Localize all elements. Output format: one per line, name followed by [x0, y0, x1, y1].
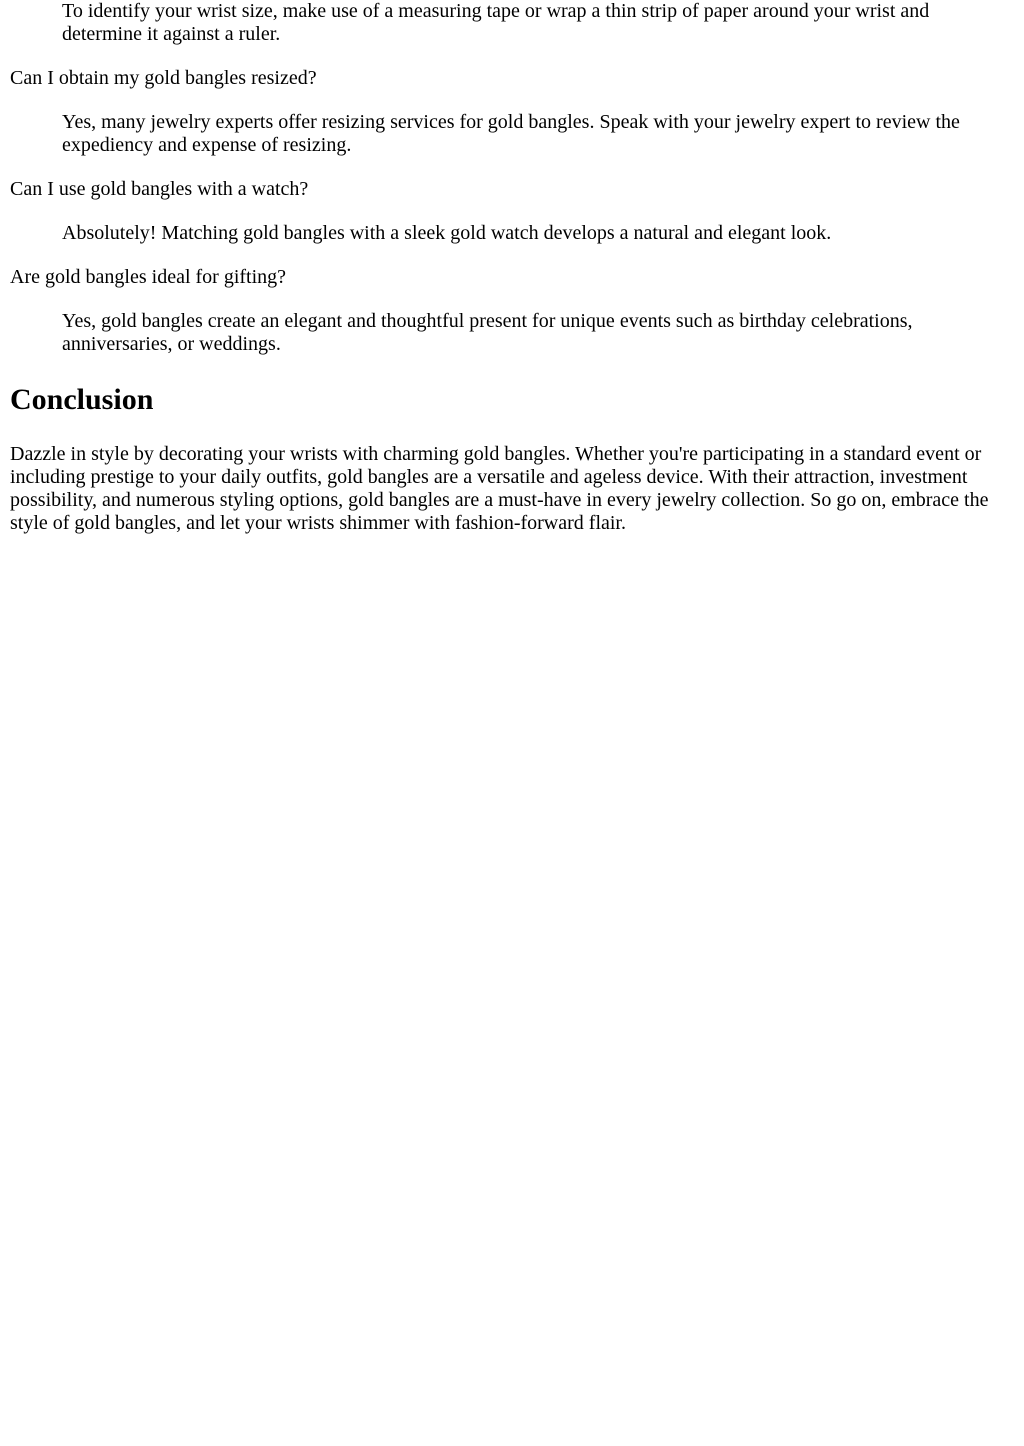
faq-question-watch: Can I use gold bangles with a watch? [10, 178, 309, 200]
faq-answer-wrist-size: To identify your wrist size, make use of a measuring tape or wrap a thin strip of paper around your wrist and determine it against a ruler. [62, 0, 930, 45]
faq-answer-gifting: Yes, gold bangles create an elegant and thoughtful present for unique events such as birthday celebrations, anniversaries, or weddings. [62, 310, 913, 355]
conclusion-paragraph: Dazzle in style by decorating your wrists with charming gold bangles. Whether you're participating in a standard event or including prestige to your daily outfits, gold bangles are a versatile and ageless device. With their attraction, investment possibility, and numerous styling options, gold bangles are a must-have in every jewelry collection. So go on, embrace the style of gold bangles, and let your wrists shimmer with fashion-forward flair. [10, 443, 989, 534]
conclusion-heading: Conclusion [10, 383, 154, 416]
faq-question-gifting: Are gold bangles ideal for gifting? [10, 266, 287, 288]
faq-answer-watch: Absolutely! Matching gold bangles with a sleek gold watch develops a natural and elegant look. [62, 222, 832, 244]
faq-question-resizing: Can I obtain my gold bangles resized? [10, 67, 317, 89]
faq-answer-resizing: Yes, many jewelry experts offer resizing services for gold bangles. Speak with your jewelry expert to review the expediency and expense of resizing. [62, 111, 960, 156]
article-content [0, 0, 1024, 535]
